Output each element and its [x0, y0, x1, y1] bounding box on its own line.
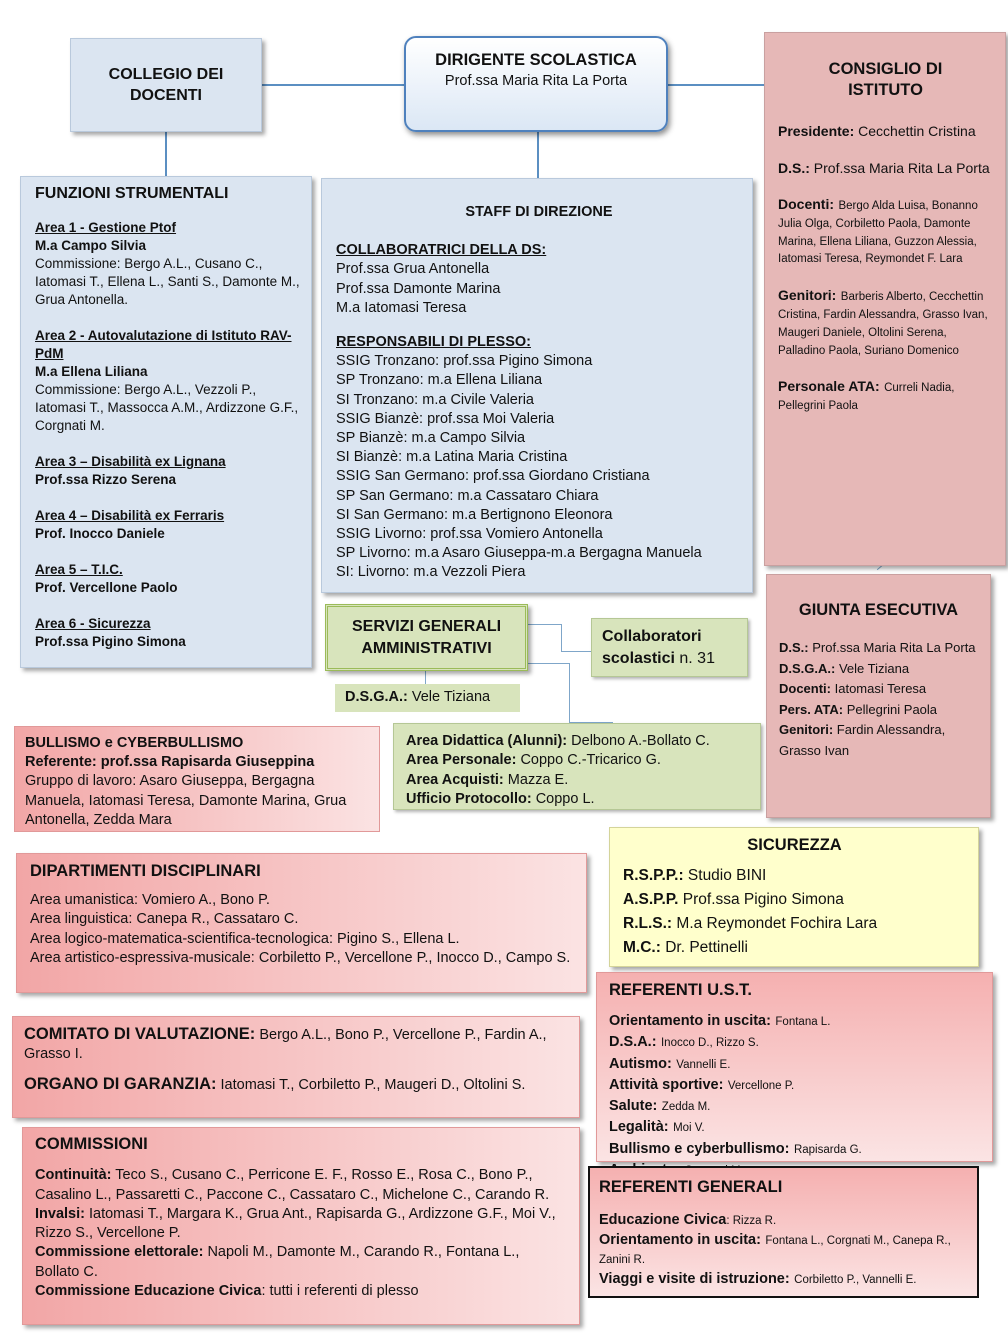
giunta-ds-value: Prof.ssa Maria Rita La Porta: [812, 640, 976, 655]
consiglio-ds-label: D.S.:: [778, 160, 810, 176]
comitato-label: COMITATO DI VALUTAZIONE:: [24, 1025, 256, 1043]
staff-collab-1: Prof.ssa Grua Antonella: [336, 261, 490, 278]
commissioni-box: [22, 1127, 580, 1325]
ust-salute-value: Zedda M.: [661, 1101, 711, 1114]
bullismo-box: [14, 726, 380, 832]
funzioni-area-6: [35, 615, 301, 651]
consiglio-genitori: [778, 287, 993, 359]
consiglio-ata: [778, 378, 993, 415]
staff-collab-2: Prof.ssa Damonte Marina: [336, 280, 501, 297]
consiglio-ds-value: Prof.ssa Maria Rita La Porta: [813, 160, 990, 176]
consiglio-docenti-label: Docenti:: [778, 196, 834, 212]
commissione-elettorale: [35, 1243, 567, 1282]
connector-servizi-collab-h2: [561, 651, 591, 652]
dsga-label: D.S.G.A.:: [345, 689, 408, 705]
consiglio-box: [764, 32, 1006, 566]
ust-orientamento-label: Orientamento in uscita:: [609, 1013, 771, 1029]
area-acquisti: [406, 771, 748, 790]
sicurezza-box: [609, 827, 979, 967]
ust-orientamento: [609, 1011, 980, 1032]
generali-orientamento: [599, 1231, 967, 1270]
connector-servizi-aree-h1: [528, 663, 570, 664]
ust-title: REFERENTI U.S.T.: [609, 981, 753, 999]
ust-dsa: [609, 1032, 980, 1053]
sicurezza-mc-value: Dr. Pettinelli: [665, 939, 748, 956]
ust-box: [596, 972, 993, 1162]
staff-title: STAFF DI DIREZIONE: [465, 204, 613, 220]
dsga-box: [335, 684, 520, 712]
commissione-elettorale-value: Napoli M., Damonte M., Carando R., Fontana L., Bollato C.: [35, 1244, 520, 1280]
funzioni-area-2: [35, 327, 301, 435]
generali-title: REFERENTI GENERALI: [599, 1178, 783, 1196]
area-4-title: Area 4 – Disabilità ex Ferraris: [35, 508, 225, 523]
ust-dsa-label: D.S.A.:: [609, 1034, 657, 1051]
sicurezza-aspp: [623, 888, 966, 912]
consiglio-presidente: [778, 122, 993, 140]
staff-resp-2: SP Tronzano: m.a Ellena Liliana: [336, 372, 543, 389]
area-2-title: Area 2 - Autovalutazione di Istituto RAV-PdM: [35, 328, 292, 361]
funzioni-area-3: [35, 453, 301, 489]
area-3-name: Prof.ssa Rizzo Serena: [35, 472, 177, 487]
comitato-organo-box: [12, 1016, 580, 1118]
connector-collegio-funzioni: [165, 132, 167, 176]
giunta-ds: [779, 638, 978, 659]
area-didattica-label: Area Didattica (Alunni):: [406, 733, 568, 749]
staff-resp-5: SP Bianzè: m.a Campo Silvia: [336, 430, 526, 447]
giunta-ata-label: Pers. ATA:: [779, 701, 844, 717]
collegio-box: [70, 38, 262, 132]
commissione-educazione-civica-value: : tutti i referenti di plesso: [261, 1283, 419, 1300]
giunta-genitori: [779, 720, 978, 761]
consiglio-ata-label: Personale ATA:: [778, 378, 880, 395]
sicurezza-aspp-label: A.S.P.P.: [623, 891, 679, 908]
ust-dsa-value: Inocco D., Rizzo S.: [660, 1037, 759, 1050]
commissioni-title: COMMISSIONI: [35, 1135, 148, 1153]
bullismo-title: BULLISMO e CYBERBULLISMO: [25, 735, 244, 751]
comitato-value: Bergo A.L., Bono P., Vercellone P., Fardin A., Grasso I.: [24, 1027, 547, 1063]
comitato: [24, 1025, 567, 1065]
giunta-dsga: [779, 659, 978, 680]
area-5-name: Prof. Vercellone Paolo: [35, 580, 178, 595]
area-2-commissione: Commissione: Bergo A.L., Vezzoli P., Iatomasi T., Massocca A.M., Ardizzone G.F., Corgnati M.: [35, 382, 299, 433]
giunta-docenti: [779, 679, 978, 700]
commissione-continuita-value: Teco S., Cusano C., Perricone E. F., Rosso E., Rosa C., Bono P., Casalino L., Passaretti C., Paccone C., Cassataro C., Michelone C., Carando R.: [35, 1167, 550, 1203]
connector-servizi-collab-v: [561, 624, 562, 652]
giunta-ata: [779, 700, 978, 721]
giunta-ata-value: Pellegrini Paola: [846, 701, 938, 717]
dipartimenti-box: [16, 853, 587, 993]
ust-bullismo: [609, 1139, 980, 1160]
consiglio-genitori-value: Barberis Alberto, Cecchettin Cristina, Fardin Alessandra, Grasso Ivan, Maugeri Daniele, Oltolini Serena, Palladino Paola, Suriano Domenico: [778, 291, 988, 357]
area-2-name: M.a Ellena Liliana: [35, 364, 148, 379]
dirigente-title: DIRIGENTE SCOLASTICA: [435, 51, 637, 69]
area-personale-value: Coppo C.-Tricarico G.: [520, 752, 661, 769]
giunta-dsga-value: Vele Tiziana: [838, 660, 910, 676]
staff-resp-11: SP Livorno: m.a Asaro Giuseppa-m.a Bergagna Manuela: [336, 545, 702, 562]
generali-orientamento-label: Orientamento in uscita:: [599, 1231, 761, 1248]
bullismo-referente: Referente: prof.ssa Rapisarda Giuseppina: [25, 754, 315, 771]
consiglio-title: CONSIGLIO DI ISTITUTO: [828, 60, 943, 99]
commissione-continuita: [35, 1166, 567, 1205]
area-4-name: Prof. Inocco Daniele: [35, 526, 165, 541]
giunta-genitori-label: Genitori:: [779, 722, 834, 737]
area-acquisti-label: Area Acquisti:: [406, 771, 504, 788]
ufficio-protocollo: [406, 790, 748, 809]
ust-legalita: [609, 1117, 980, 1138]
collaboratori-count: n. 31: [679, 649, 715, 667]
staff-resp-4: SSIG Bianzè: prof.ssa Moi Valeria: [336, 410, 555, 427]
collaboratori-box: [591, 618, 748, 677]
sicurezza-mc: [623, 936, 966, 960]
connector-servizi-aree-v: [569, 663, 570, 723]
sicurezza-rspp-value: Studio BINI: [687, 867, 767, 884]
generali-viaggi-value: Corbiletto P., Vannelli E.: [794, 1273, 917, 1286]
ust-sport-value: Vercellone P.: [727, 1079, 795, 1092]
connector-servizi-collab-h1: [528, 624, 562, 625]
dirigente-name: Prof.ssa Maria Rita La Porta: [444, 73, 628, 89]
area-1-commissione: Commissione: Bergo A.L., Cusano C., Iatomasi T., Ellena L., Santi S., Damonte M., Grua Antonella.: [35, 256, 300, 307]
connector-dirigente-consiglio: [668, 84, 764, 86]
consiglio-docenti-value: Bergo Alda Luisa, Bonanno Julia Olga, Corbiletto Paola, Damonte Marina, Ellena Liliana, Guzzon Alessia, Iatomasi Teresa, Reymondet F. Lara: [778, 200, 978, 266]
area-acquisti-value: Mazza E.: [507, 771, 569, 788]
giunta-box: [766, 574, 991, 818]
ust-bullismo-label: Bullismo e cyberbullismo:: [609, 1140, 790, 1157]
ust-legalita-label: Legalità:: [609, 1119, 669, 1136]
funzioni-area-5: [35, 561, 301, 597]
giunta-docenti-value: Iatomasi Teresa: [834, 681, 927, 696]
funzioni-box: [20, 176, 312, 668]
staff-collab-title: COLLABORATRICI DELLA DS:: [336, 242, 547, 259]
dipartimento-artistico: Area artistico-espressiva-musicale: Corbiletto P., Vercellone P., Inocco D., Campo S.: [30, 949, 571, 966]
organo-value: Iatomasi T., Corbiletto P., Maugeri D., Oltolini S.: [220, 1076, 526, 1093]
bullismo-gruppo: Gruppo di lavoro: Asaro Giuseppa, Bergagna Manuela, Iatomasi Teresa, Damonte Marina, Grua Antonella, Zedda Mara: [25, 773, 347, 828]
collaboratori-label: Collaboratori scolastici: [602, 628, 702, 667]
funzioni-area-4: [35, 507, 301, 543]
commissione-educazione-civica: [35, 1282, 567, 1301]
ust-autismo-label: Autismo:: [609, 1055, 672, 1072]
commissione-continuita-label: Continuità:: [35, 1167, 112, 1184]
staff-resp-9: SI San Germano: m.a Bertignono Eleonora: [336, 506, 613, 523]
consiglio-docenti: [778, 196, 993, 268]
ust-autismo: [609, 1054, 980, 1075]
area-5-title: Area 5 – T.I.C.: [35, 562, 123, 577]
giunta-docenti-label: Docenti:: [779, 681, 831, 696]
staff-resp-10: SSIG Livorno: prof.ssa Vomiero Antonella: [336, 526, 603, 543]
staff-resp-3: SI Tronzano: m.a Civile Valeria: [336, 391, 534, 408]
dirigente-box: [404, 36, 668, 132]
dipartimento-umanistica: Area umanistica: Vomiero A., Bono P.: [30, 892, 270, 908]
staff-collab-3: M.a Iatomasi Teresa: [336, 299, 467, 316]
sicurezza-aspp-value: Prof.ssa Pigino Simona: [682, 891, 844, 908]
consiglio-presidente-label: Presidente:: [778, 123, 855, 139]
giunta-dsga-label: D.S.G.A.:: [779, 660, 836, 676]
giunta-ds-label: D.S.:: [779, 640, 809, 655]
sicurezza-rls: [623, 912, 966, 936]
funzioni-title: FUNZIONI STRUMENTALI: [35, 185, 229, 202]
collegio-title: COLLEGIO DEI DOCENTI: [108, 66, 224, 104]
consiglio-ata-value: Curreli Nadia, Pellegrini Paola: [778, 382, 955, 413]
generali-viaggi-label: Viaggi e visite di istruzione:: [599, 1270, 790, 1287]
ufficio-protocollo-value: Coppo L.: [535, 790, 595, 807]
dipartimento-linguistica: Area linguistica: Canepa R., Cassataro C.: [30, 911, 299, 928]
generali-educazione-civica-value: : Rizza R.: [726, 1215, 777, 1227]
organo: [24, 1075, 567, 1095]
sicurezza-rspp: [623, 864, 966, 888]
area-personale-label: Area Personale:: [406, 752, 517, 769]
commissione-invalsi: [35, 1205, 567, 1244]
generali-viaggi: [599, 1270, 967, 1290]
commissione-elettorale-label: Commissione elettorale:: [35, 1244, 204, 1261]
area-personale: [406, 751, 748, 770]
staff-box: [321, 178, 753, 593]
generali-educazione-civica: [599, 1211, 967, 1231]
ust-salute-label: Salute:: [609, 1098, 658, 1115]
dipartimenti-title: DIPARTIMENTI DISCIPLINARI: [30, 862, 261, 880]
ust-bullismo-value: Rapisarda G.: [793, 1143, 862, 1156]
consiglio-presidente-value: Cecchettin Cristina: [858, 123, 976, 139]
connector-collegio-dirigente: [262, 84, 404, 86]
ust-salute: [609, 1096, 980, 1117]
area-6-name: Prof.ssa Pigino Simona: [35, 634, 186, 649]
area-1-name: M.a Campo Silvia: [35, 238, 147, 253]
area-didattica: [406, 732, 748, 751]
connector-dirigente-staff: [537, 132, 539, 178]
organo-label: ORGANO DI GARANZIA:: [24, 1074, 217, 1093]
funzioni-area-1: [35, 219, 301, 309]
staff-resp-1: SSIG Tronzano: prof.ssa Pigino Simona: [336, 353, 593, 370]
area-1-title: Area 1 - Gestione Ptof: [35, 220, 177, 235]
area-didattica-value: Delbono A.-Bollato C.: [571, 733, 710, 749]
staff-resp-12: SI: Livorno: m.a Vezzoli Piera: [336, 564, 526, 581]
generali-box: [588, 1166, 979, 1298]
ust-orientamento-value: Fontana L.: [775, 1016, 831, 1028]
sicurezza-rls-label: R.L.S.:: [623, 915, 673, 932]
consiglio-genitori-label: Genitori:: [778, 287, 837, 304]
commissione-invalsi-value: Iatomasi T., Margara K., Grua Ant., Rapisarda G., Ardizzone G.F., Moi V., Rizzo S., Vercellone P.: [35, 1205, 556, 1242]
servizi-box: [325, 604, 528, 671]
servizi-title: SERVIZI GENERALI AMMINISTRATIVI: [351, 617, 502, 657]
aree-box: [393, 723, 761, 810]
connector-servizi-dsga: [425, 671, 426, 684]
staff-resp-8: SP San Germano: m.a Cassataro Chiara: [336, 487, 599, 504]
sicurezza-rspp-label: R.S.P.P.:: [623, 867, 684, 884]
staff-resp-6: SI Bianzè: m.a Latina Maria Cristina: [336, 449, 568, 466]
commissione-invalsi-label: Invalsi:: [35, 1205, 85, 1222]
area-3-title: Area 3 – Disabilità ex Lignana: [35, 454, 226, 469]
ust-legalita-value: Moi V.: [673, 1122, 705, 1135]
ust-sport-label: Attività sportive:: [609, 1076, 724, 1093]
generali-educazione-civica-label: Educazione Civica: [599, 1212, 727, 1228]
dsga-name: Vele Tiziana: [411, 689, 491, 705]
sicurezza-mc-label: M.C.:: [623, 939, 661, 956]
staff-resp-title: RESPONSABILI DI PLESSO:: [336, 334, 531, 351]
ust-sport: [609, 1075, 980, 1096]
sicurezza-title: SICUREZZA: [747, 836, 842, 854]
dipartimento-logico-matematica: Area logico-matematica-scientifica-tecnologica: Pigino S., Ellena L.: [30, 930, 460, 947]
sicurezza-rls-value: M.a Reymondet Fochira Lara: [676, 915, 878, 932]
ust-autismo-value: Vannelli E.: [676, 1058, 731, 1071]
staff-resp-7: SSIG San Germano: prof.ssa Giordano Cristiana: [336, 468, 650, 485]
generali-orientamento-value: Fontana L., Corgnati M., Canepa R., Zanini R.: [599, 1234, 951, 1266]
giunta-title: GIUNTA ESECUTIVA: [798, 601, 959, 619]
consiglio-ds: [778, 159, 993, 177]
giunta-genitori-value: Fardin Alessandra, Grasso Ivan: [779, 722, 946, 758]
area-6-title: Area 6 - Sicurezza: [35, 616, 151, 631]
commissione-educazione-civica-label: Commissione Educazione Civica: [35, 1283, 262, 1300]
ufficio-protocollo-label: Ufficio Protocollo:: [406, 790, 532, 807]
